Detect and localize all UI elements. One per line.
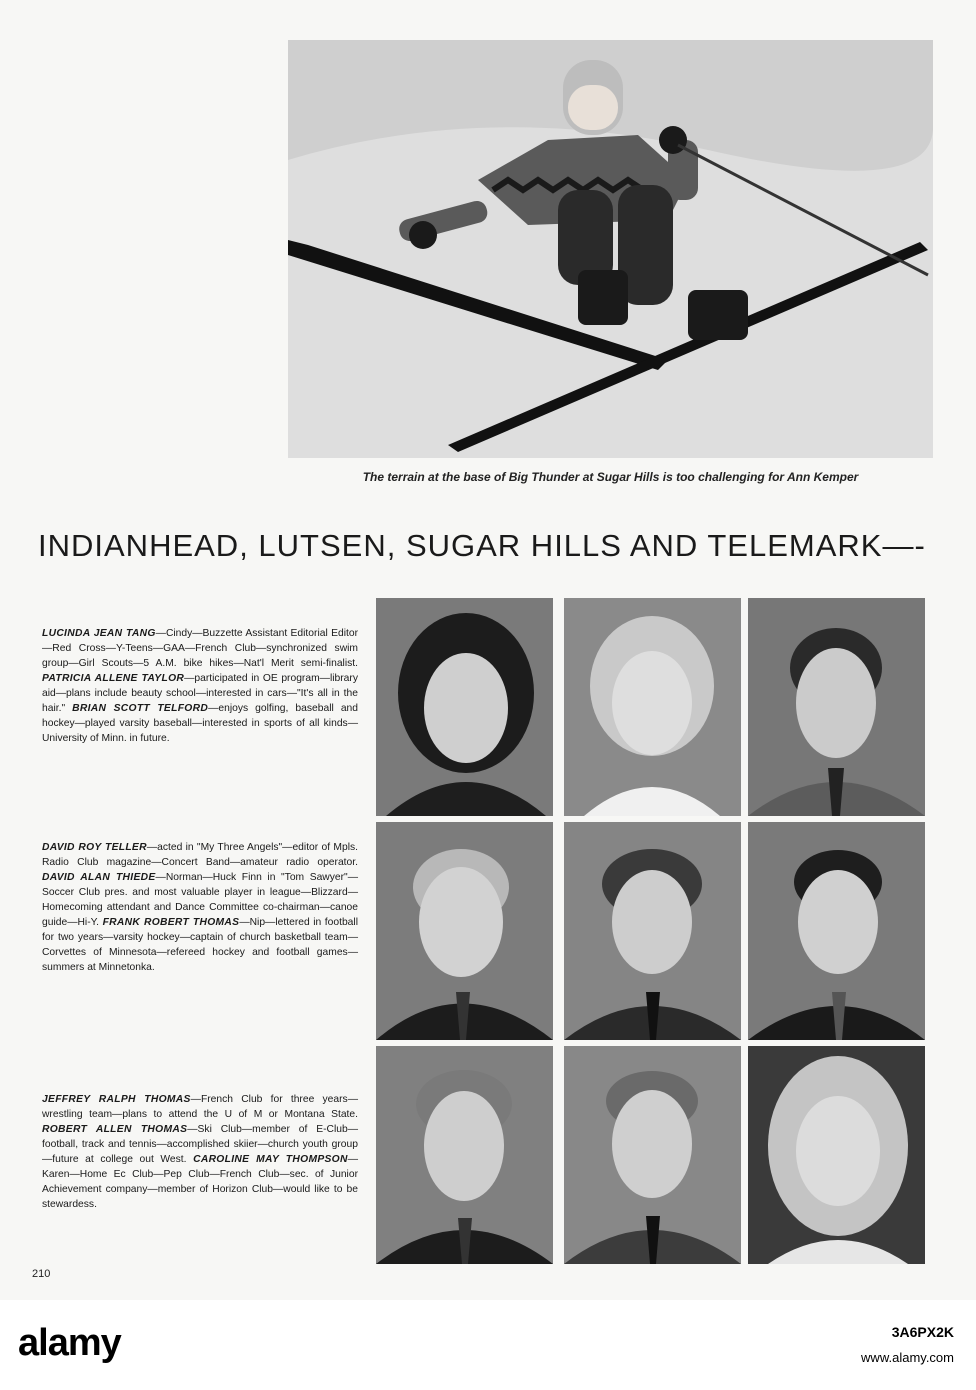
bio-block-3: [42, 1092, 358, 1212]
portrait-brian-telford: [748, 598, 925, 816]
portrait-frank-thomas: [748, 822, 925, 1040]
student-name: DAVID ALAN THIEDE: [42, 872, 156, 883]
skier-photo: [288, 40, 933, 458]
alamy-logo: alamy: [18, 1322, 121, 1364]
student-name: JEFFREY RALPH THOMAS: [42, 1094, 191, 1105]
student-bio: —Nip—lettered in football for two years—varsity hockey—captain of church basketball team—Corvettes of Minnesota—refereed hockey and football games—summers at Minnetonka.: [42, 917, 358, 973]
student-bio: —Karen—Home Ec Club—Pep Club—French Club—sec. of Junior Achievement company—member of Horizon Club—would like to be stewardess.: [42, 1154, 359, 1210]
page-number: 210: [32, 1268, 51, 1280]
watermark-footer: [0, 1300, 976, 1390]
page-headline: INDIANHEAD, LUTSEN, SUGAR HILLS AND TELEMARK—-: [38, 528, 926, 563]
portrait-patricia-taylor: [564, 598, 741, 816]
student-name: BRIAN SCOTT TELFORD: [72, 703, 209, 714]
bio-block-1: [42, 626, 358, 746]
student-bio: —participated in OE program—library aid—plans include beauty school—interested in cars—"It's all in the hair.": [42, 673, 358, 714]
student-name: FRANK ROBERT THOMAS: [102, 917, 240, 928]
student-bio: —French Club for three years—wrestling team—plans to attend the U of M or Montana State.: [42, 1094, 358, 1120]
portrait-david-thiede: [564, 822, 741, 1040]
portrait-jeffrey-thomas: [376, 1046, 553, 1264]
student-bio: —enjoys golfing, baseball and hockey—played varsity baseball—interested in sports of all kinds—University of Minn. in future.: [42, 703, 358, 744]
student-bio: —Ski Club—member of E-Club—football, track and tennis—accomplished skiier—church youth group—future at college out West.: [42, 1124, 359, 1165]
student-name: LUCINDA JEAN TANG: [42, 628, 156, 639]
student-bio: —Norman—Huck Finn in "Tom Sawyer"—Soccer Club pres. and most valuable player in league—Blizzard—Homecoming attendant and Dance Committee co-chairman—canoe guide—Hi-Y.: [42, 872, 358, 928]
portrait-david-teller: [376, 822, 553, 1040]
portrait-robert-thomas: [564, 1046, 741, 1264]
portrait-caroline-thompson: [748, 1046, 925, 1264]
student-name: CAROLINE MAY THOMPSON: [193, 1154, 348, 1165]
bio-block-2: [42, 840, 358, 975]
student-bio: —acted in "My Three Angels"—editor of Mpls. Radio Club magazine—Concert Band—amateur radio operator.: [42, 842, 358, 868]
site-url: www.alamy.com: [861, 1350, 954, 1365]
photo-caption: The terrain at the base of Big Thunder at Sugar Hills is too challenging for Ann Kemper: [362, 470, 859, 484]
student-name: ROBERT ALLEN THOMAS: [42, 1124, 188, 1135]
student-name: PATRICIA ALLENE TAYLOR: [42, 673, 185, 684]
image-id: 3A6PX2K: [891, 1324, 954, 1340]
portrait-lucinda-tang: [376, 598, 553, 816]
student-bio: —Cindy—Buzzette Assistant Editorial Editor—Red Cross—Y-Teens—GAA—French Club—synchronized swim group—Girl Scouts—5 A.M. bike hikes—Nat'l Merit semi-finalist.: [42, 628, 358, 669]
student-name: DAVID ROY TELLER: [42, 842, 147, 853]
